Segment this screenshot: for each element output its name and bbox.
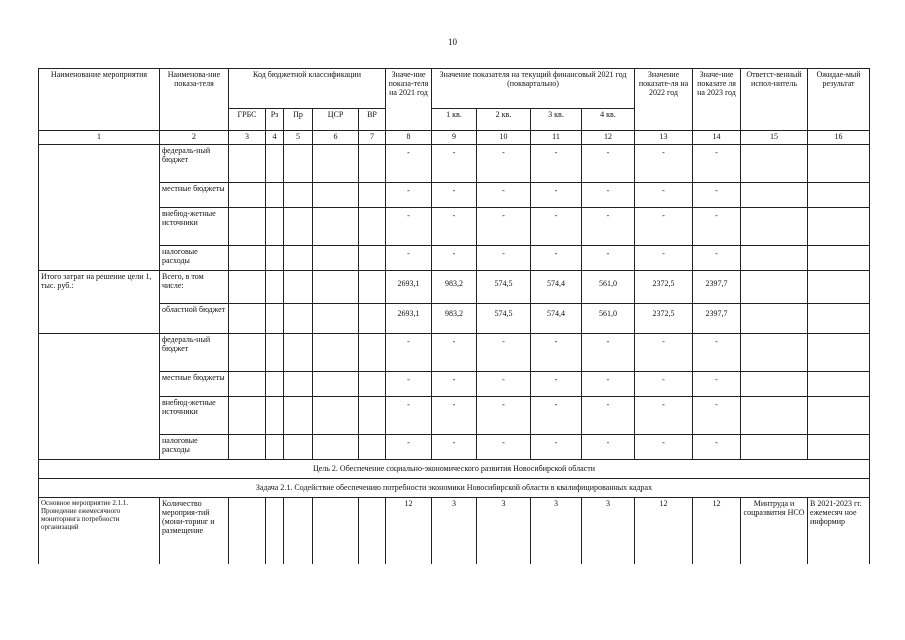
value-cell: -	[531, 372, 582, 397]
value-cell: 3	[432, 498, 477, 564]
table-row	[39, 479, 870, 498]
event-2-1-1-responsible: Минтруда и соцразвития НСО	[741, 498, 808, 564]
value-cell: 561,0	[582, 304, 635, 334]
table-row	[39, 145, 870, 183]
value-cell: 574,5	[477, 271, 531, 304]
header-code-grbs: ГРБС	[229, 109, 266, 131]
header-budget-code: Код бюджетной классификации	[229, 69, 386, 109]
value-cell: 3	[531, 498, 582, 564]
header-value-current: Значение показателя на текущий финансовый 2021 год (поквартально)	[432, 69, 635, 109]
header-quarter-1: 1 кв.	[432, 109, 477, 131]
event-2-1-1-name: Основное мероприятие 2.1.1. Проведение ежемесячного мониторинга потребности организаций	[39, 498, 160, 564]
value-cell: -	[531, 246, 582, 271]
value-cell: 561,0	[582, 271, 635, 304]
header-responsible: Ответст-венный испол-нитель	[741, 69, 808, 131]
row-indicator: федераль-ный бюджет	[160, 334, 229, 372]
value-cell: 12	[386, 498, 432, 564]
funding-group-a	[39, 145, 870, 271]
column-number: 12	[582, 131, 635, 145]
value-cell: -	[531, 435, 582, 460]
value-cell: -	[432, 435, 477, 460]
value-cell: -	[432, 145, 477, 183]
header-value-total: Значе-ние показа-теля на 2021 год	[386, 69, 432, 131]
column-number: 3	[229, 131, 266, 145]
value-cell: -	[477, 334, 531, 372]
column-number: 6	[313, 131, 359, 145]
value-cell: -	[477, 208, 531, 246]
header-code-csr: ЦСР	[313, 109, 359, 131]
value-cell: -	[477, 145, 531, 183]
value-cell: 2372,5	[635, 271, 693, 304]
value-cell: 2693,1	[386, 271, 432, 304]
value-cell: -	[693, 334, 741, 372]
table-row	[39, 334, 870, 372]
table-row	[39, 372, 870, 397]
value-cell: -	[635, 397, 693, 435]
value-cell: -	[386, 183, 432, 208]
row-indicator: местные бюджеты	[160, 183, 229, 208]
goal-2-title: Цель 2. Обеспечение социально-экономического развития Новосибирской области	[39, 460, 870, 479]
table-row	[39, 246, 870, 271]
table-row	[39, 435, 870, 460]
value-cell: -	[432, 397, 477, 435]
row-indicator: внебюд-жетные источники	[160, 397, 229, 435]
column-number: 11	[531, 131, 582, 145]
value-cell: 2397,7	[693, 304, 741, 334]
value-cell: -	[386, 435, 432, 460]
value-cell: -	[477, 397, 531, 435]
value-cell: -	[531, 145, 582, 183]
column-number: 9	[432, 131, 477, 145]
value-cell: -	[635, 435, 693, 460]
value-cell: -	[582, 334, 635, 372]
value-cell: 12	[635, 498, 693, 564]
value-cell: -	[432, 183, 477, 208]
value-cell: -	[531, 334, 582, 372]
value-cell: -	[386, 372, 432, 397]
value-cell: -	[386, 334, 432, 372]
row-indicator: налоговые расходы	[160, 246, 229, 271]
column-number: 14	[693, 131, 741, 145]
value-cell: -	[693, 435, 741, 460]
value-cell: -	[531, 397, 582, 435]
header-quarter-2: 2 кв.	[477, 109, 531, 131]
value-cell: -	[635, 208, 693, 246]
header-code-rz: Рз	[266, 109, 284, 131]
value-cell: 2397,7	[693, 271, 741, 304]
row-indicator: областной бюджет	[160, 304, 229, 334]
value-cell: 12	[693, 498, 741, 564]
row-indicator: внебюд-жетные источники	[160, 208, 229, 246]
value-cell: -	[477, 435, 531, 460]
value-cell: 2693,1	[386, 304, 432, 334]
table-header	[39, 69, 870, 145]
column-number: 1	[39, 131, 160, 145]
table-row	[39, 498, 870, 564]
value-cell: -	[432, 372, 477, 397]
column-number: 15	[741, 131, 808, 145]
value-cell: 3	[477, 498, 531, 564]
value-cell: -	[693, 397, 741, 435]
total-label: Итого затрат на решение цели 1, тыс. руб.:	[39, 271, 160, 334]
total-goal-1	[39, 271, 870, 334]
column-number: 13	[635, 131, 693, 145]
table-row	[39, 183, 870, 208]
row-indicator: федераль-ный бюджет	[160, 145, 229, 183]
header-quarter-3: 3 кв.	[531, 109, 582, 131]
value-cell: -	[635, 183, 693, 208]
value-cell: -	[432, 208, 477, 246]
event-2-1-1-indicator: Количество мероприя-тий (мони-торинг и размещение	[160, 498, 229, 564]
value-cell: -	[693, 145, 741, 183]
value-cell: -	[582, 246, 635, 271]
column-number: 16	[808, 131, 870, 145]
value-cell: -	[693, 246, 741, 271]
empty-event-cell	[39, 145, 160, 271]
header-event-name: Наименование мероприятия	[39, 69, 160, 131]
value-cell: 2372,5	[635, 304, 693, 334]
value-cell: 983,2	[432, 271, 477, 304]
funding-group-b	[39, 334, 870, 460]
value-cell: -	[693, 372, 741, 397]
value-cell: -	[477, 246, 531, 271]
value-cell: -	[693, 208, 741, 246]
value-cell: -	[582, 372, 635, 397]
value-cell: 574,5	[477, 304, 531, 334]
value-cell: -	[635, 372, 693, 397]
value-cell: -	[693, 183, 741, 208]
table-row	[39, 208, 870, 246]
value-cell: -	[432, 334, 477, 372]
value-cell: -	[582, 145, 635, 183]
row-indicator: налоговые расходы	[160, 435, 229, 460]
value-cell: -	[582, 208, 635, 246]
value-cell: 574,4	[531, 271, 582, 304]
value-cell: -	[582, 183, 635, 208]
header-value-2022: Значение показате-ля на 2022 год	[635, 69, 693, 131]
table-row	[39, 460, 870, 479]
header-code-pr: Пр	[284, 109, 313, 131]
header-indicator-name: Наименова-ние показа-теля	[160, 69, 229, 131]
column-number: 2	[160, 131, 229, 145]
column-number: 7	[359, 131, 386, 145]
value-cell: -	[432, 246, 477, 271]
value-cell: -	[386, 397, 432, 435]
value-cell: -	[386, 145, 432, 183]
value-cell: -	[531, 208, 582, 246]
value-cell: -	[531, 183, 582, 208]
value-cell: 983,2	[432, 304, 477, 334]
table-row	[39, 271, 870, 304]
header-expected: Ожидае-мый результат	[808, 69, 870, 131]
value-cell: 3	[582, 498, 635, 564]
value-cell: -	[582, 397, 635, 435]
column-number: 10	[477, 131, 531, 145]
page-number: 10	[448, 37, 457, 47]
value-cell: -	[477, 183, 531, 208]
value-cell: -	[582, 435, 635, 460]
event-2-1-1-expected: В 2021-2023 гг. ежемесяч ное информир	[808, 498, 870, 564]
value-cell: -	[386, 208, 432, 246]
value-cell: -	[635, 246, 693, 271]
header-value-2023: Значе-ние показате ля на 2023 год	[693, 69, 741, 131]
value-cell: -	[477, 372, 531, 397]
empty-event-cell	[39, 334, 160, 460]
value-cell: -	[386, 246, 432, 271]
value-cell: -	[635, 145, 693, 183]
header-code-vr: ВР	[359, 109, 386, 131]
table-row	[39, 304, 870, 334]
row-indicator: Всего, в том числе:	[160, 271, 229, 304]
goal-2-section	[39, 460, 870, 564]
column-number: 4	[266, 131, 284, 145]
budget-table	[38, 68, 870, 564]
column-number: 8	[386, 131, 432, 145]
column-number-row	[39, 131, 870, 145]
value-cell: -	[635, 334, 693, 372]
header-quarter-4: 4 кв.	[582, 109, 635, 131]
table-row	[39, 397, 870, 435]
task-2-1-title: Задача 2.1. Содействие обеспечению потребности экономики Новосибирской области в квалифицированных кадрах	[39, 479, 870, 498]
value-cell: 574,4	[531, 304, 582, 334]
row-indicator: местные бюджеты	[160, 372, 229, 397]
column-number: 5	[284, 131, 313, 145]
